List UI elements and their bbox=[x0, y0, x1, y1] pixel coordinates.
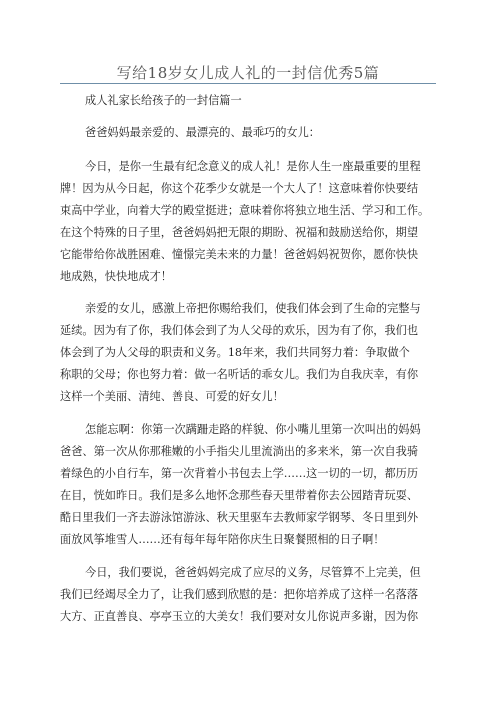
paragraph-line: 面放风筝堆雪人……还有每年每年陪你庆生日聚餐照相的日子啊！ bbox=[60, 533, 385, 546]
paragraph-line: 爸爸、第一次从你那稚嫩的小手指尖儿里流淌出的多来米，第一次自我骑 bbox=[60, 445, 419, 458]
paragraph-line: 体会到了为人父母的职责和义务。18年来，我们共同努力着：争取做个 bbox=[60, 346, 410, 359]
paragraph-line: 今日，是你一生最有纪念意义的成人礼！是你人生一座最重要的里程 bbox=[85, 160, 421, 173]
paragraph-line: 大方、正直善良、亭亭玉立的大美女！我们要对女儿你说声多谢，因为你 bbox=[60, 610, 419, 623]
paragraph-line: 今日，我们要说，爸爸妈妈完成了应尽的义务，尽管算不上完美，但 bbox=[85, 566, 421, 579]
paragraph-line: 在目，恍如昨日。我们是多么地怀念那些春天里带着你去公园踏青玩耍、 bbox=[60, 489, 419, 502]
paragraph-line: 延续。因为有了你，我们体会到了为人父母的欢乐，因为有了你，我们也 bbox=[60, 324, 419, 337]
paragraph-line: 着绿色的小自行车，第一次背着小书包去上学……这一切的一切，都历历 bbox=[60, 467, 419, 480]
paragraph-line: 称职的父母；你也努力着：做一名听话的乖女儿。我们为自我庆幸，有你 bbox=[60, 368, 419, 381]
paragraph-line: 在这个特殊的日子里，爸爸妈妈把无限的期盼、祝福和鼓励送给你，期望 bbox=[60, 226, 419, 239]
paragraph-line: 束高中学业，向着大学的殿堂挺进；意味着你将独立地生活、学习和工作。 bbox=[60, 204, 430, 217]
salutation: 爸爸妈妈最亲爱的、最漂亮的、最乖巧的女儿： bbox=[85, 126, 320, 139]
paragraph-line: 酷日里我们一齐去游泳馆游泳、秋天里驱车去教师家学钢琴、冬日里到外 bbox=[60, 511, 419, 524]
paragraph-line: 怎能忘啊：你第一次蹒跚走路的样貌、你小嘴儿里第一次叫出的妈妈 bbox=[85, 423, 421, 436]
paragraph-line: 牌！因为从今日起，你这个花季少女就是一个大人了！这意味着你快要结 bbox=[60, 182, 419, 195]
paragraph-line: 亲爱的女儿，感激上帝把你赐给我们，使我们体会到了生命的完整与 bbox=[85, 302, 421, 315]
document-title: 写给18岁女儿成人礼的一封信优秀5篇 bbox=[116, 64, 380, 82]
paragraph-line: 它能带给你战胜困难、憧憬完美未来的力量！爸爸妈妈祝贺你，愿你快快 bbox=[60, 248, 419, 261]
title-divider bbox=[60, 83, 436, 84]
section-heading: 成人礼家长给孩子的一封信篇一 bbox=[85, 94, 242, 107]
paragraph-line: 我们已经竭尽全力了，让我们感到欣慰的是：把你培养成了这样一名落落 bbox=[60, 588, 419, 601]
paragraph-line: 这样一个美丽、清纯、善良、可爱的好女儿！ bbox=[60, 390, 284, 403]
paragraph-line: 地成熟，快快地成才！ bbox=[60, 270, 172, 283]
